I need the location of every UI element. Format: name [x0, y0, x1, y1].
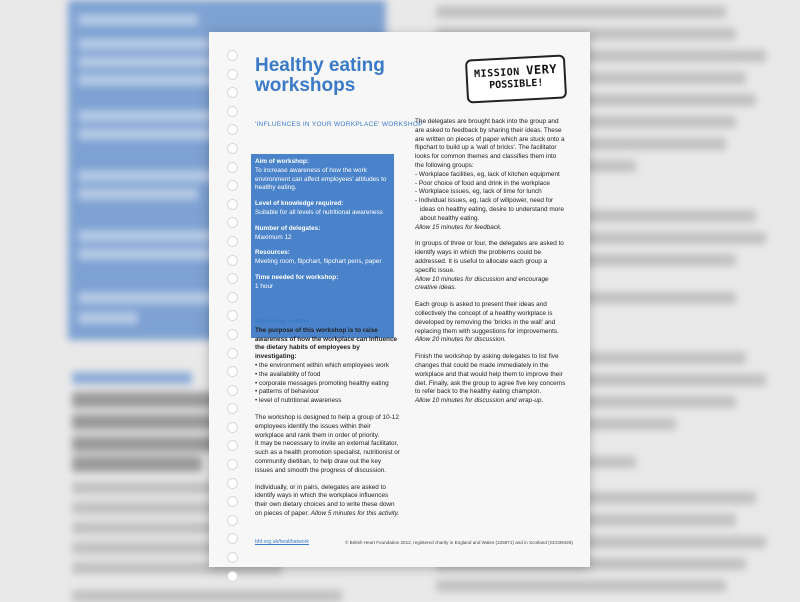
investigation-list — [255, 362, 400, 406]
right-paragraph-4: Finish the workshop by asking delegates to list five changes that could be made immediately in the workplace and that would help them to improve their diet. Finally, ask the group to agree five key concerns to refer back to the healthy eating champion. — [415, 353, 566, 396]
left-column — [255, 318, 400, 527]
document-page — [209, 32, 590, 567]
mission-very-possible-logo — [465, 54, 567, 103]
aim-label: Aim of workshop: — [255, 158, 309, 165]
outline-paragraph-3-text: Individually, or in pairs, delegates are asked to identify ways in which the workplace influences their own dietary choices and to write these down on pieces of paper. — [255, 483, 395, 517]
badge-word-very: VERY — [525, 61, 558, 78]
theme-groups-list — [415, 171, 567, 224]
footer-link[interactable]: bhf.org.uk/healthatwork — [255, 539, 309, 545]
list-item: • the availability of food — [255, 370, 321, 378]
knowledge-label: Level of knowledge required: — [255, 200, 344, 208]
list-item: • corporate messages promoting healthy eating — [255, 379, 389, 387]
outline-heading: Workshop outline — [255, 318, 309, 325]
list-item: - Individual issues, eg, lack of willpower, need for ideas on healthy eating, desire to understand more about healthy eating. — [415, 197, 564, 222]
footer-copyright: © British Heart Foundation 2012, registered charity in England and Wales (225971) and in Scotland (SC039426) — [345, 540, 573, 545]
list-item: - Workplace issues, eg, lack of time for lunch — [415, 188, 542, 196]
delegates-value: Maximum 12 — [255, 233, 292, 241]
resources-label: Resources: — [255, 249, 290, 257]
binder-holes — [227, 50, 237, 589]
right-paragraph-1-time: Allow 15 minutes for feedback. — [415, 223, 503, 231]
list-item: • patterns of behaviour — [255, 388, 320, 396]
badge-word-mission: MISSION — [473, 66, 521, 81]
outline-paragraph-2: It may be necessary to invite an external facilitator, such as a health promotion specialist, nutritionist or community dietitian, to help draw out the key issues and smooth the progress of discussion. — [255, 440, 400, 474]
list-item: • the environment within which employees work — [255, 361, 390, 369]
right-paragraph-2: In groups of three or four, the delegates are asked to identify ways in which the problems could be addressed. It is useful to allocate each group a specific issue. — [415, 240, 564, 274]
right-paragraph-1: The delegates are brought back into the group and are asked to feedback by sharing their ideas. These are written on pieces of paper which are stuck onto a flipchart to build up a 'wall of bricks'. The facilitator looks for common themes and classifies them into the following groups: — [415, 118, 565, 169]
time-label: Time needed for workshop: — [255, 273, 339, 281]
title-line-2: workshops — [255, 75, 356, 96]
page-footer — [255, 539, 573, 549]
right-paragraph-3-time: Allow 20 minutes for discussion. — [415, 336, 506, 344]
resources-value: Meeting room, flipchart, flipchart pens, paper — [255, 258, 382, 266]
right-paragraph-2-time: Allow 10 minutes for discussion and encourage creative ideas. — [415, 275, 549, 292]
workshop-summary-box — [251, 154, 394, 338]
time-value: 1 hour — [255, 282, 274, 290]
right-column — [415, 118, 567, 414]
aim-value: To increase awareness of how the work environment can affect employees' attitudes to healthy eating. — [255, 166, 387, 192]
outline-paragraph-3 — [255, 484, 400, 519]
page-title — [255, 56, 415, 96]
outline-lead: The purpose of this workshop is to raise awareness of how the workplace can influence the dietary habits of employees by investigating: — [255, 326, 398, 361]
right-paragraph-3: Each group is asked to present their ideas and collectively the concept of a healthy workplace is developed by removing the 'bricks in the wall' and replacing them with suggestions for improvements. — [415, 301, 559, 335]
title-line-1: Healthy eating — [255, 55, 385, 76]
delegates-label: Number of delegates: — [255, 224, 321, 232]
badge-word-possible: POSSIBLE! — [488, 77, 544, 92]
list-item: - Workplace facilities, eg, lack of kitchen equipment — [415, 170, 560, 178]
workshop-subheading: 'INFLUENCES IN YOUR WORKPLACE' WORKSHOP — [255, 121, 423, 128]
outline-paragraph-1: The workshop is designed to help a group of 10-12 employees identify the issues within their workplace and rank them in order of priority. — [255, 413, 399, 439]
list-item: • level of nutritional awareness — [255, 397, 342, 405]
right-paragraph-4-time: Allow 10 minutes for discussion and wrap-up. — [415, 397, 544, 405]
list-item: - Poor choice of food and drink in the workplace — [415, 179, 550, 187]
knowledge-value: Suitable for all levels of nutritional awareness — [255, 208, 383, 216]
outline-paragraph-3-time: Allow 5 minutes for this activity. — [310, 509, 400, 517]
